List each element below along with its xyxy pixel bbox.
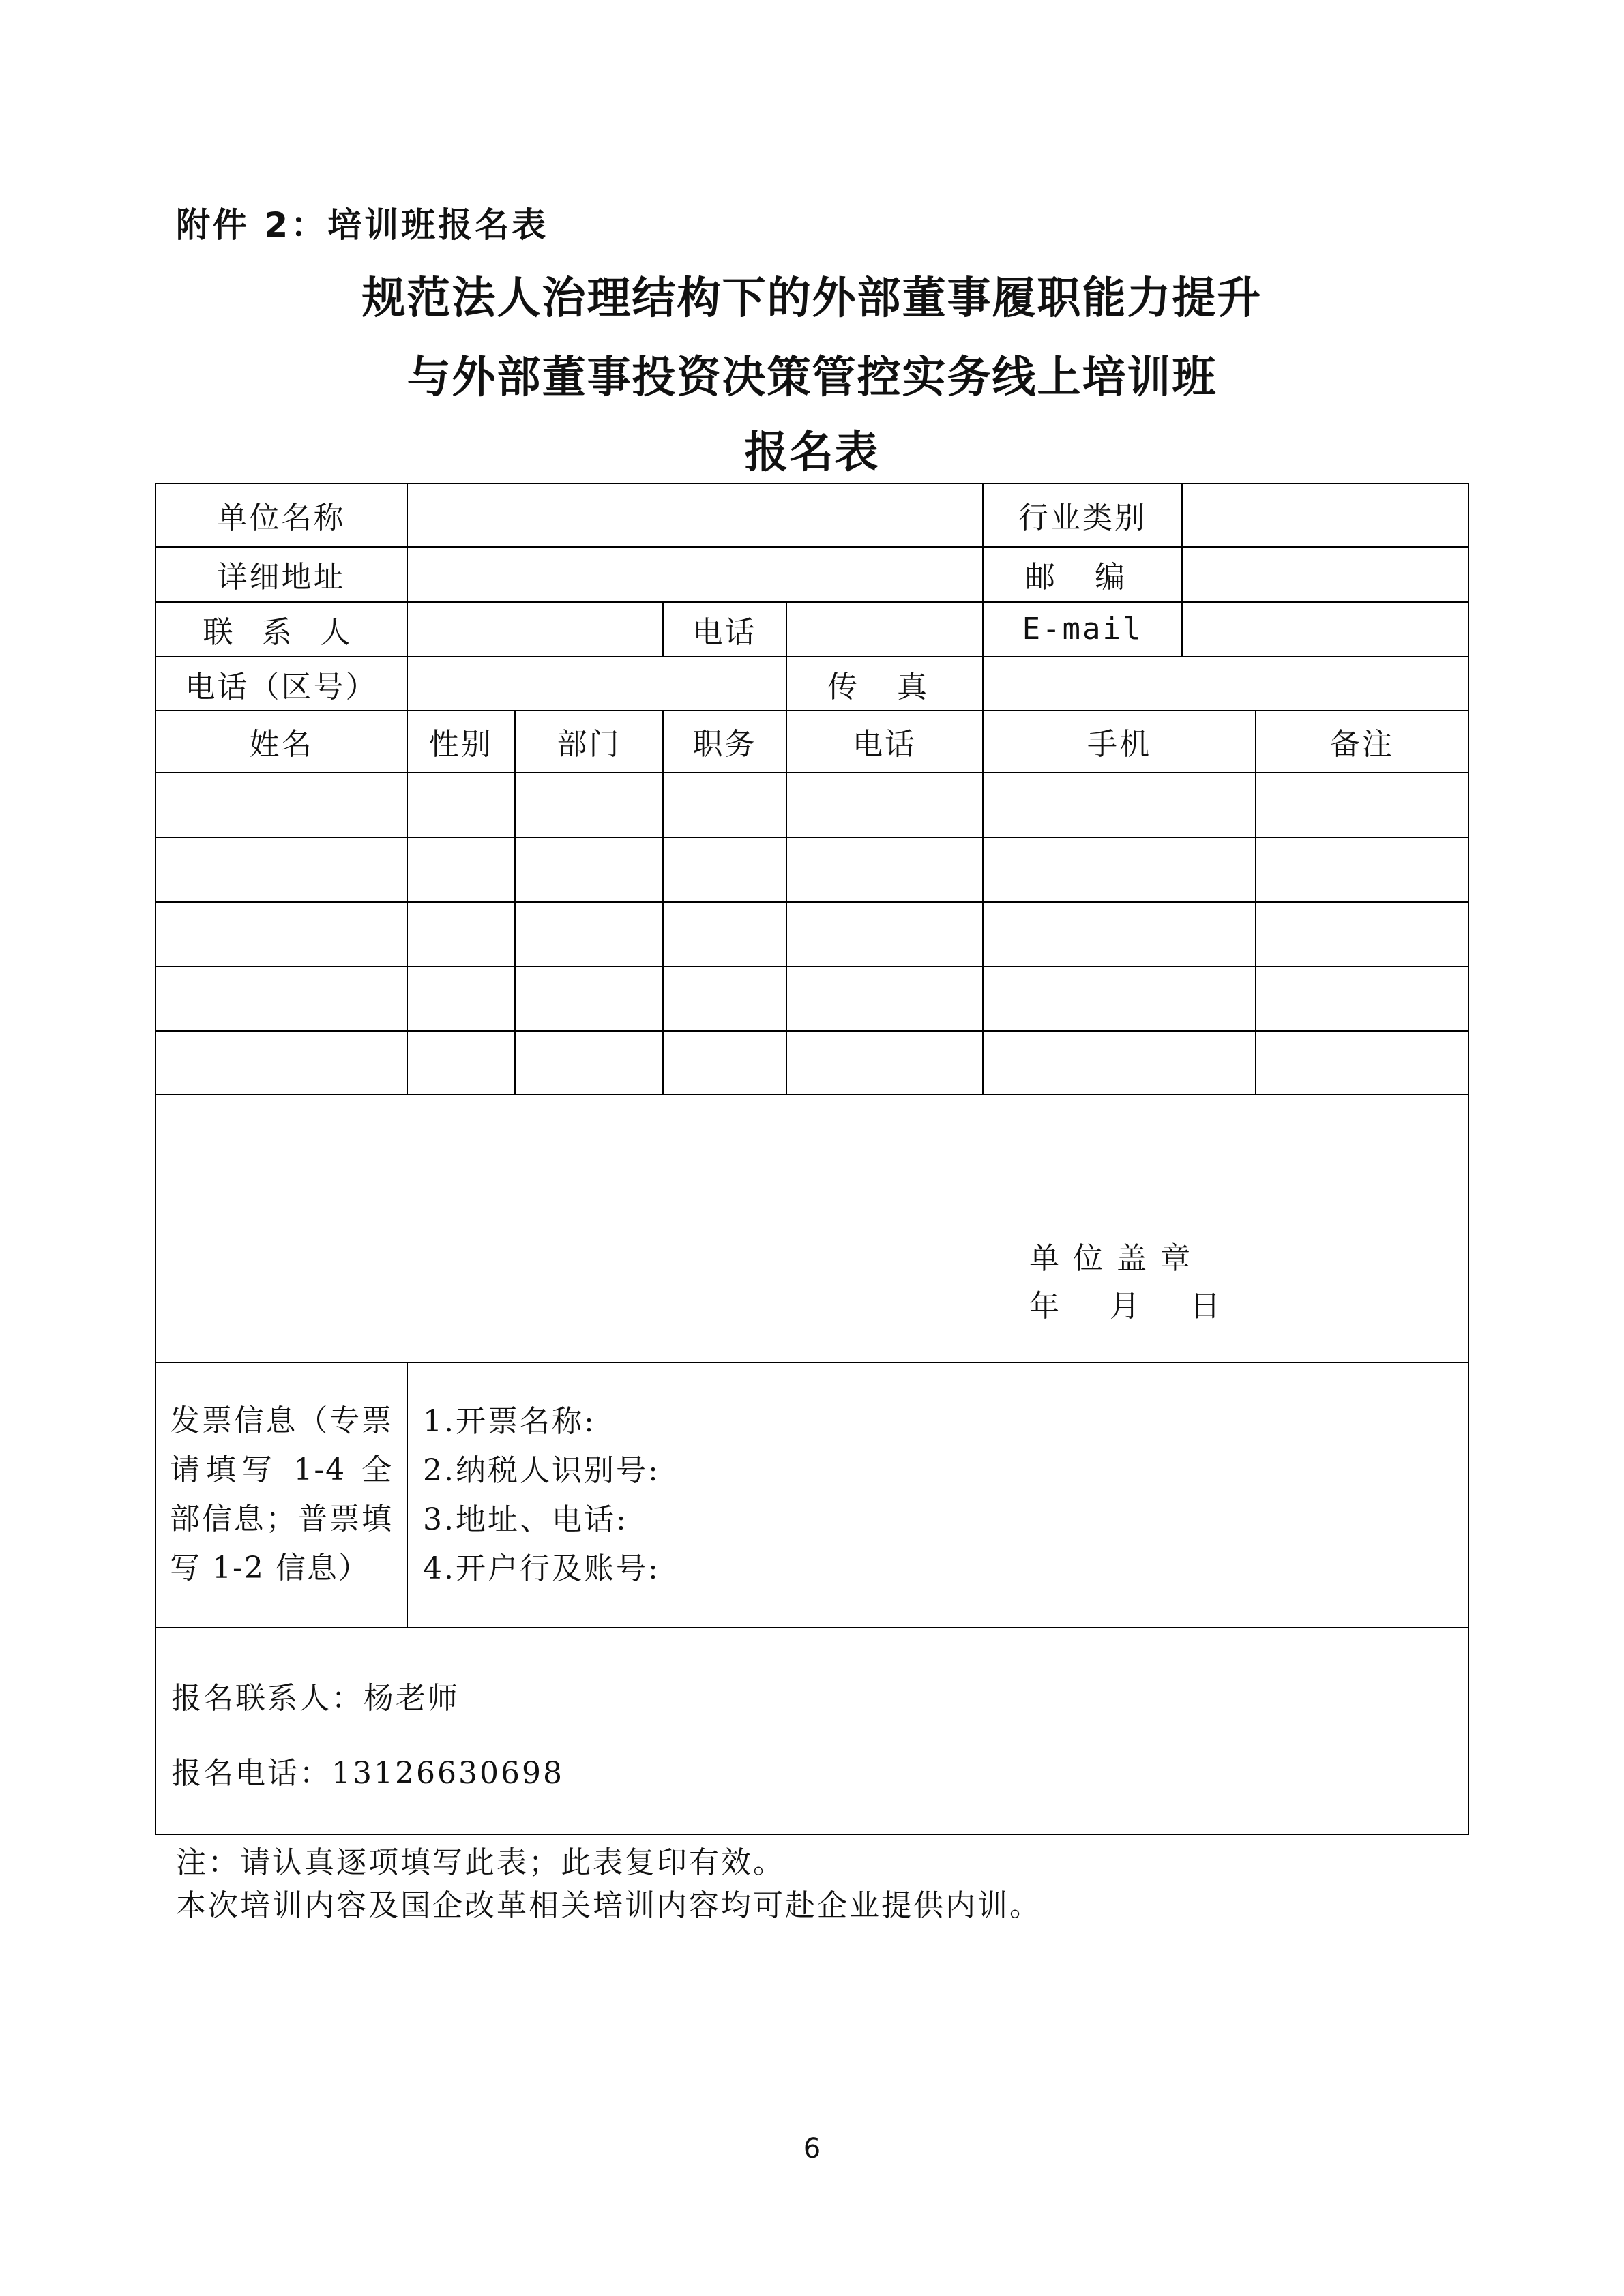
fax-field[interactable]: [983, 657, 1468, 711]
department-cell[interactable]: [515, 773, 663, 837]
date-line: [1029, 1283, 1220, 1330]
registration-form: [155, 483, 1469, 1835]
name-cell[interactable]: [156, 837, 407, 902]
gender-cell[interactable]: [407, 966, 515, 1031]
position-cell[interactable]: [663, 902, 786, 967]
position-cell[interactable]: [663, 1031, 786, 1094]
table-row: [156, 773, 1468, 837]
seal-label: 单位盖章: [1029, 1241, 1204, 1277]
invoice-item-title: 1.开票名称:: [423, 1403, 596, 1439]
address-label: 详细地址: [156, 547, 407, 602]
mobile-cell[interactable]: [983, 837, 1256, 902]
mobile-cell[interactable]: [983, 773, 1256, 837]
page-number: 6: [803, 2133, 821, 2164]
col-department: 部门: [515, 711, 663, 773]
department-cell[interactable]: [515, 837, 663, 902]
month-label: 月: [1110, 1289, 1140, 1324]
remark-cell[interactable]: [1256, 902, 1468, 967]
year-label: 年: [1029, 1289, 1059, 1324]
stamp-area[interactable]: [156, 1094, 1468, 1362]
phone-cell[interactable]: [786, 837, 983, 902]
phone-cell[interactable]: [786, 1031, 983, 1094]
unit-name-field[interactable]: [407, 483, 983, 547]
email-field[interactable]: [1182, 602, 1468, 657]
invoice-items[interactable]: [407, 1362, 1468, 1628]
gender-cell[interactable]: [407, 902, 515, 967]
postcode-field[interactable]: [1182, 547, 1468, 602]
name-cell[interactable]: [156, 1031, 407, 1094]
area-phone-label: 电话（区号）: [156, 657, 407, 711]
gender-cell[interactable]: [407, 837, 515, 902]
table-row: [156, 1031, 1468, 1094]
name-cell[interactable]: [156, 902, 407, 967]
note-line-1: 注：请认真逐项填写此表；此表复印有效。: [176, 1845, 785, 1880]
signup-contact-area: [156, 1628, 1468, 1834]
signup-contact: 报名联系人：杨老师: [171, 1681, 460, 1716]
col-position: 职务: [663, 711, 786, 773]
gender-cell[interactable]: [407, 1031, 515, 1094]
col-name: 姓名: [156, 711, 407, 773]
invoice-item-address-phone: 3.地址、电话:: [423, 1502, 628, 1537]
phone-cell[interactable]: [786, 902, 983, 967]
col-gender: 性别: [407, 711, 515, 773]
industry-field[interactable]: [1182, 483, 1468, 547]
department-cell[interactable]: [515, 966, 663, 1031]
name-cell[interactable]: [156, 773, 407, 837]
day-label: 日: [1190, 1289, 1220, 1324]
remark-cell[interactable]: [1256, 1031, 1468, 1094]
area-phone-field[interactable]: [407, 657, 786, 711]
attachment-label: 附件 2：培训班报名表: [176, 205, 549, 245]
invoice-item-tax-id: 2.纳税人识别号:: [423, 1452, 660, 1488]
title-line-3: 报名表: [744, 428, 880, 478]
email-label: E-mail: [983, 602, 1182, 657]
industry-label: 行业类别: [983, 483, 1182, 547]
mobile-cell[interactable]: [983, 1031, 1256, 1094]
signup-phone: 报名电话：13126630698: [171, 1756, 564, 1791]
phone-field[interactable]: [786, 602, 983, 657]
note-line-2: 本次培训内容及国企改革相关培训内容均可赴企业提供内训。: [176, 1888, 1042, 1923]
position-cell[interactable]: [663, 773, 786, 837]
phone-label: 电话: [663, 602, 786, 657]
position-cell[interactable]: [663, 837, 786, 902]
mobile-cell[interactable]: [983, 966, 1256, 1031]
gender-cell[interactable]: [407, 773, 515, 837]
postcode-label: 邮 编: [983, 547, 1182, 602]
invoice-label: 发票信息（专票请填写 1-4 全部信息；普票填写 1-2 信息）: [156, 1362, 407, 1628]
invoice-item-bank-account: 4.开户行及账号:: [423, 1551, 660, 1586]
col-mobile: 手机: [983, 711, 1256, 773]
col-remark: 备注: [1256, 711, 1468, 773]
contact-field[interactable]: [407, 602, 663, 657]
fax-label: 传 真: [786, 657, 983, 711]
table-row: [156, 902, 1468, 967]
contact-label: 联 系 人: [156, 602, 407, 657]
remark-cell[interactable]: [1256, 966, 1468, 1031]
title-line-2: 与外部董事投资决策管控实务线上培训班: [407, 353, 1217, 403]
remark-cell[interactable]: [1256, 837, 1468, 902]
name-cell[interactable]: [156, 966, 407, 1031]
mobile-cell[interactable]: [983, 902, 1256, 967]
table-row: [156, 837, 1468, 902]
department-cell[interactable]: [515, 1031, 663, 1094]
department-cell[interactable]: [515, 902, 663, 967]
table-row: [156, 966, 1468, 1031]
col-phone: 电话: [786, 711, 983, 773]
phone-cell[interactable]: [786, 773, 983, 837]
address-field[interactable]: [407, 547, 983, 602]
column-header-row: [156, 711, 1468, 773]
unit-name-label: 单位名称: [156, 483, 407, 547]
remark-cell[interactable]: [1256, 773, 1468, 837]
position-cell[interactable]: [663, 966, 786, 1031]
phone-cell[interactable]: [786, 966, 983, 1031]
title-line-1: 规范法人治理结构下的外部董事履职能力提升: [361, 273, 1263, 324]
